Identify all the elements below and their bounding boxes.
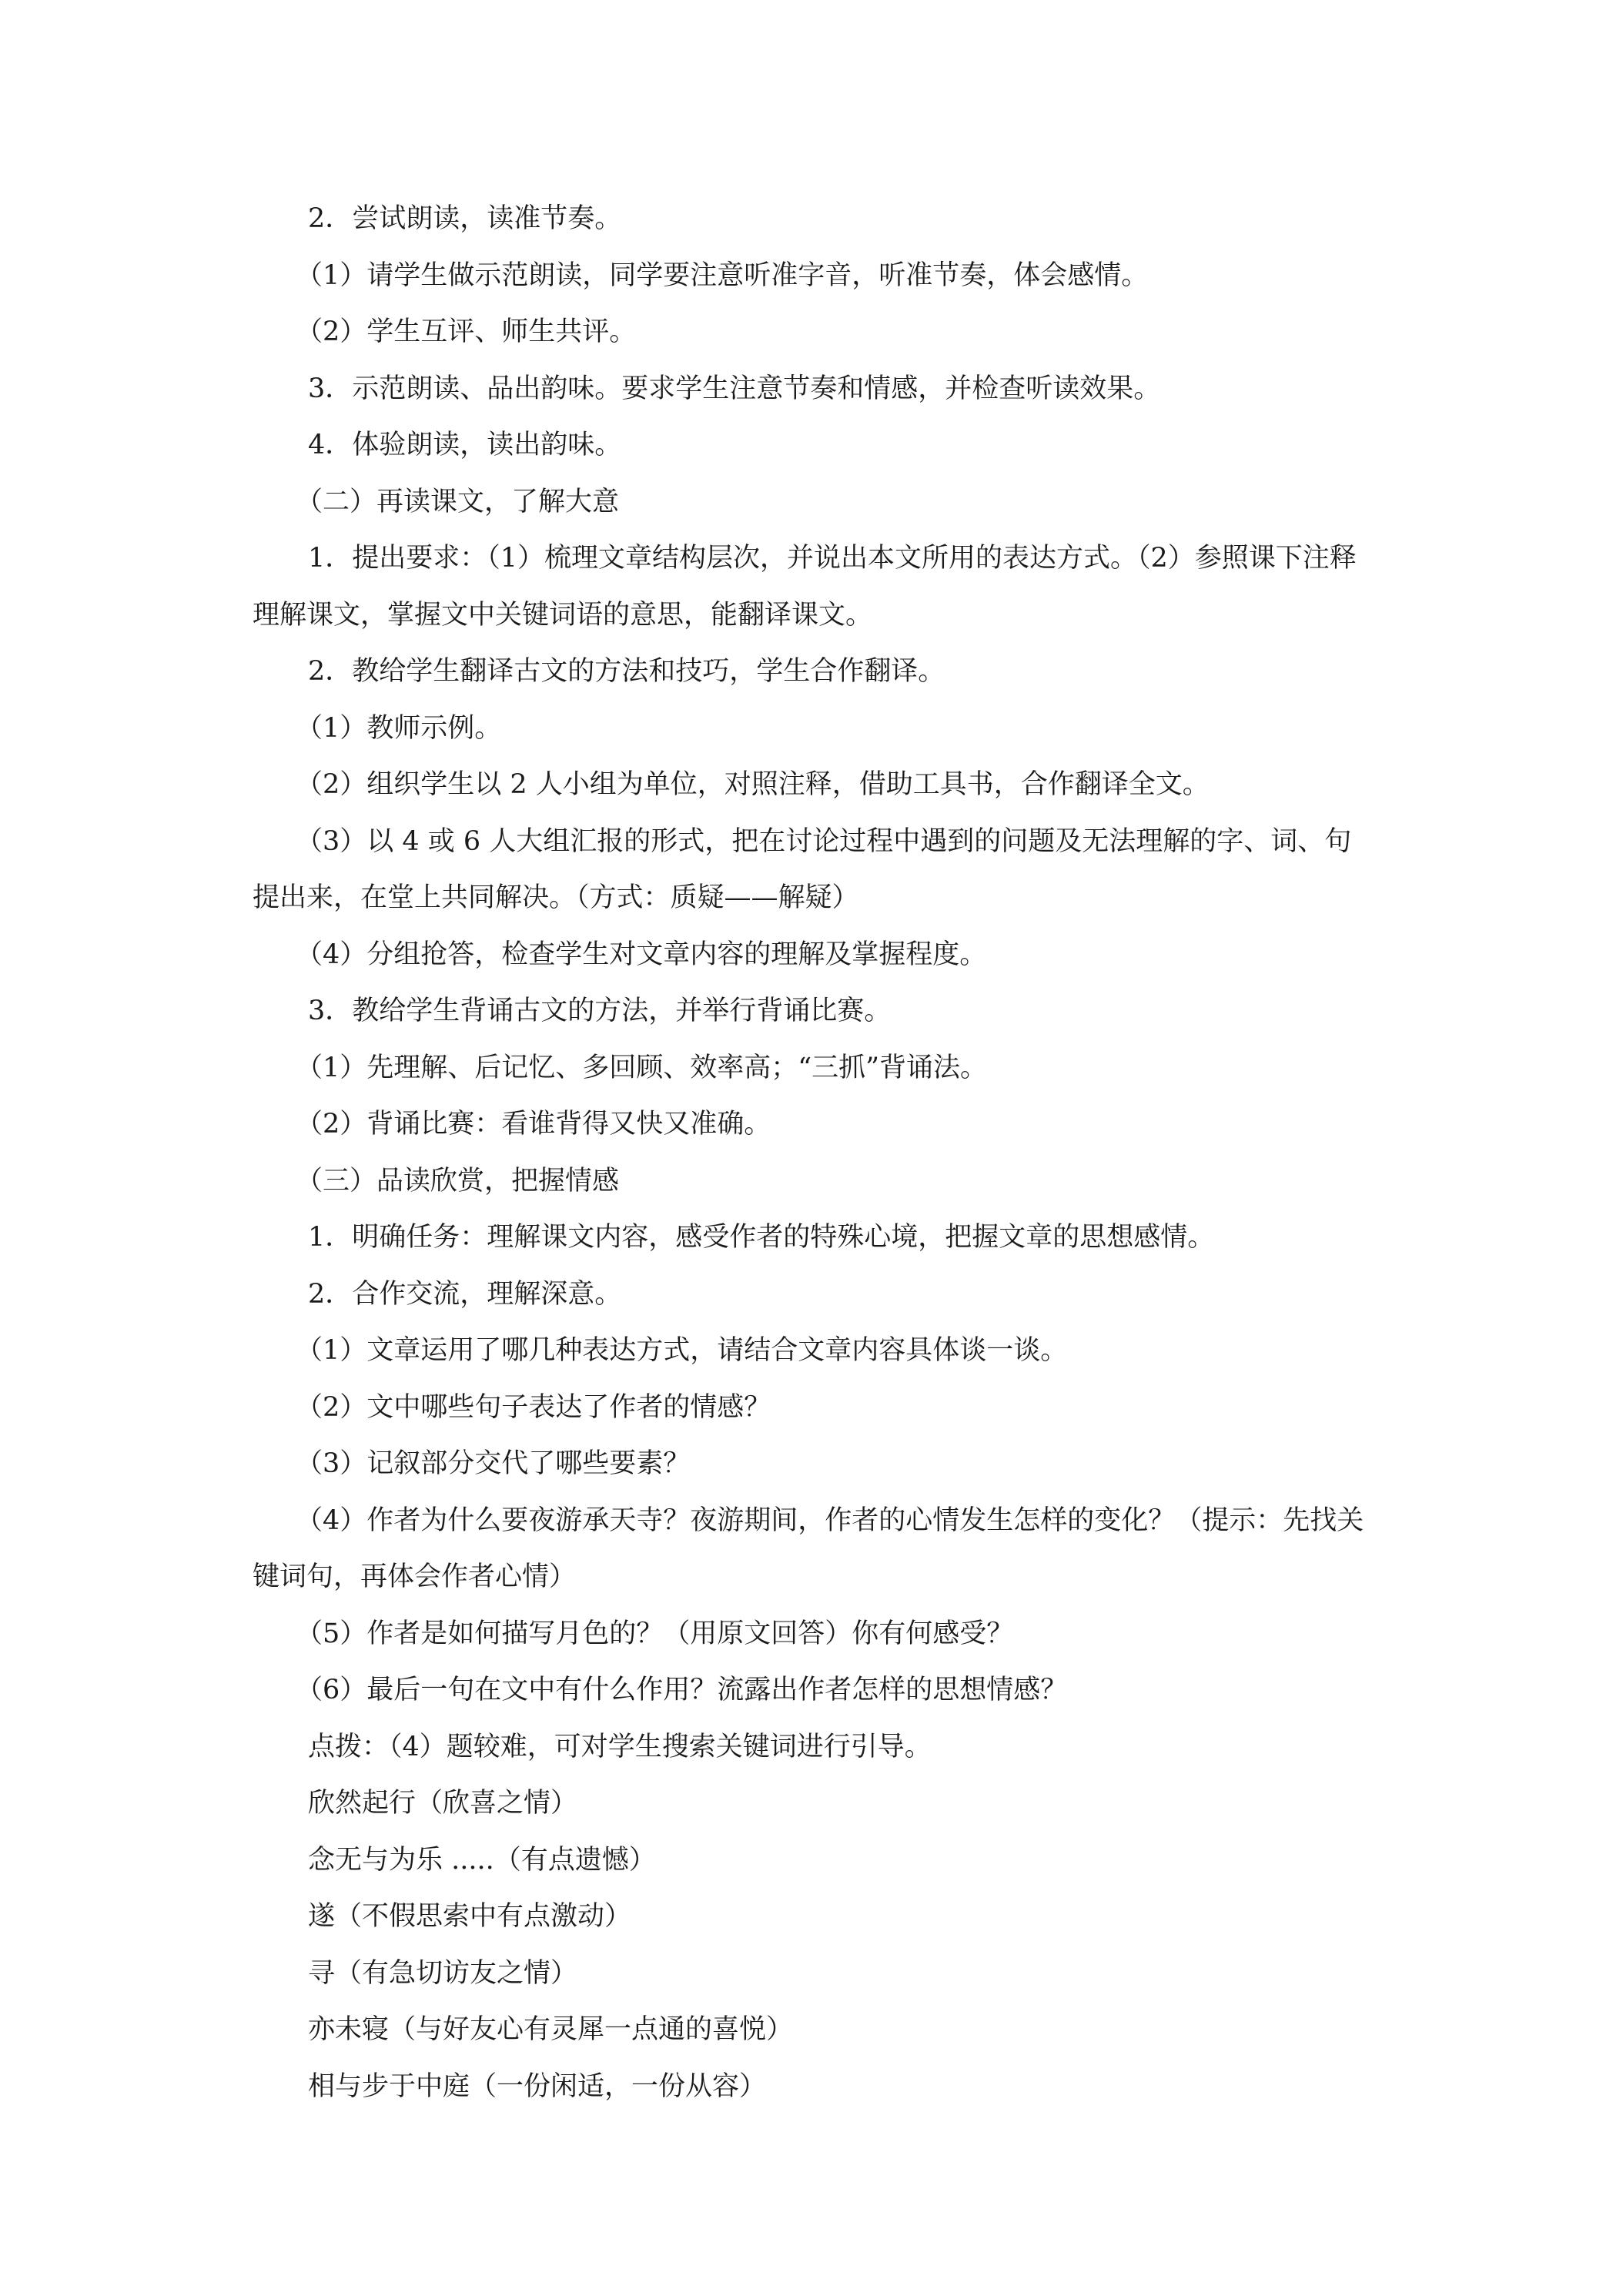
paragraph: 1．明确任务：理解课文内容，感受作者的特殊心境，把握文章的思想感情。 <box>308 1222 1215 1253</box>
paragraph: （5）作者是如何描写月色的？（用原文回答）你有何感受？ <box>296 1618 1014 1649</box>
paragraph: 2．合作交流，理解深意。 <box>308 1278 622 1310</box>
paragraph: （3）记叙部分交代了哪些要素？ <box>296 1448 691 1479</box>
paragraph: （4）作者为什么要夜游承天寺？夜游期间，作者的心情发生怎样的变化？（提示：先找关键词句，再体会作者心情） <box>253 1504 1364 1592</box>
paragraph: （4）分组抢答，检查学生对文章内容的理解及掌握程度。 <box>296 939 987 970</box>
paragraph: 念无与为乐 .....（有点遗憾） <box>308 1844 656 1876</box>
paragraph: （1）先理解、后记忆、多回顾、效率高；“三抓”背诵法。 <box>296 1052 988 1083</box>
paragraph: （1）请学生做示范朗读，同学要注意听准字音，听准节奏，体会感情。 <box>296 259 1149 291</box>
paragraph: 遂（不假思索中有点激动） <box>308 1901 632 1932</box>
paragraph: （2）文中哪些句子表达了作者的情感？ <box>296 1391 771 1423</box>
paragraph: 4．体验朗读，读出韵味。 <box>308 430 622 460</box>
document-body <box>253 191 1377 2115</box>
paragraph: （6）最后一句在文中有什么作用？流露出作者怎样的思想情感？ <box>296 1675 1068 1705</box>
paragraph: 亦未寝（与好友心有灵犀一点通的喜悦） <box>308 2014 794 2045</box>
paragraph: （1）教师示例。 <box>296 712 502 744</box>
paragraph: 3．教给学生背诵古文的方法，并举行背诵比赛。 <box>308 996 892 1026</box>
paragraph: 1．提出要求：（1）梳理文章结构层次，并说出本文所用的表达方式。（2）参照课下注释理解课文，掌握文中关键词语的意思，能翻译课文。 <box>253 543 1357 631</box>
paragraph: （2）学生互评、师生共评。 <box>296 316 637 347</box>
paragraph: （2）组织学生以 2 人小组为单位，对照注释，借助工具书，合作翻译全文。 <box>296 769 1210 800</box>
paragraph: （1）文章运用了哪几种表达方式，请结合文章内容具体谈一谈。 <box>296 1335 1068 1366</box>
paragraph: 3．示范朗读、品出韵味。要求学生注意节奏和情感，并检查听读效果。 <box>308 373 1161 404</box>
section-heading: （二）再读课文，了解大意 <box>296 486 620 517</box>
paragraph: 点拨：（4）题较难，可对学生搜索关键词进行引导。 <box>308 1731 932 1762</box>
paragraph: 相与步于中庭（一份闲适，一份从容） <box>308 2070 767 2102</box>
paragraph: （3）以 4 或 6 人大组汇报的形式，把在讨论过程中遇到的问题及无法理解的字、词、句提出来，在堂上共同解决。（方式：质疑——解疑） <box>253 825 1352 913</box>
paragraph: 欣然起行（欣喜之情） <box>308 1788 578 1819</box>
section-heading: （三）品读欣赏，把握情感 <box>296 1165 620 1197</box>
paragraph: 寻（有急切访友之情） <box>308 1957 578 1989</box>
paragraph: 2．尝试朗读，读准节奏。 <box>308 203 622 234</box>
paragraph: （2）背诵比赛：看谁背得又快又准确。 <box>296 1109 771 1140</box>
paragraph: 2．教给学生翻译古文的方法和技巧，学生合作翻译。 <box>308 656 945 687</box>
